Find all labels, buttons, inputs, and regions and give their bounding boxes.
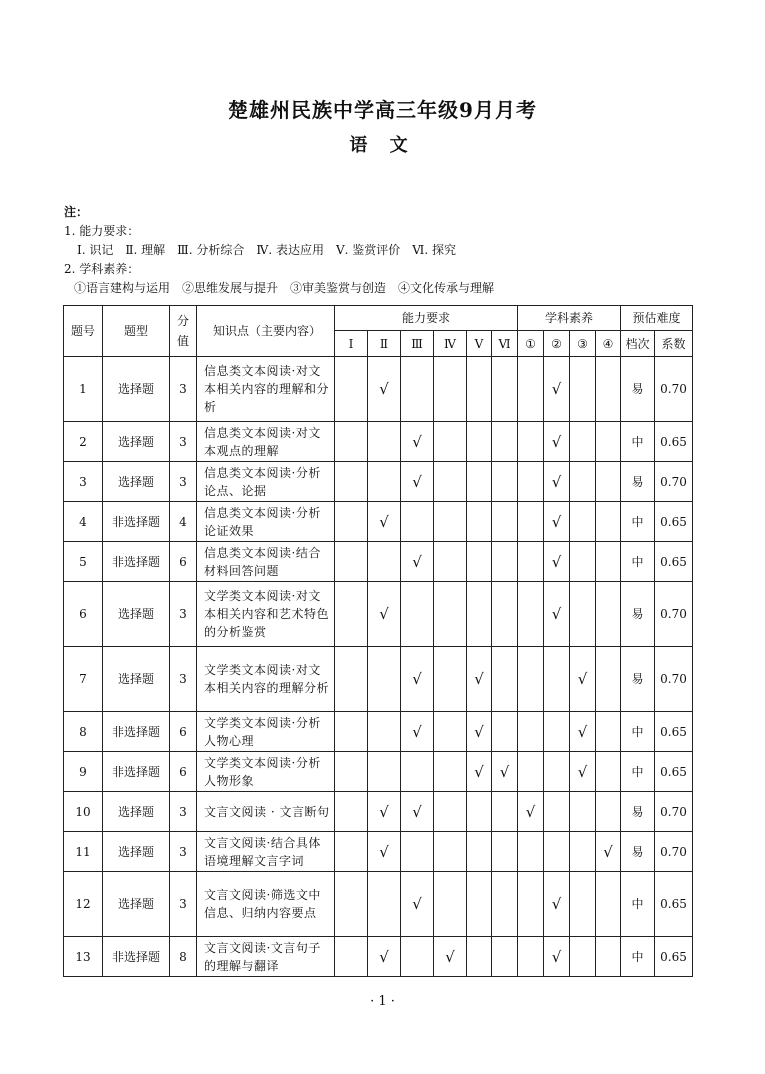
cell-level: 中: [621, 752, 655, 792]
cell-topic: 信息类文本阅读·对文本观点的理解: [197, 422, 335, 462]
table-row: [64, 872, 693, 937]
header-difficulty-coef: 系数: [655, 331, 693, 357]
ability-check-mark: √: [401, 542, 434, 582]
header-ability-col: Ⅳ: [434, 331, 467, 357]
header-difficulty: 预估难度: [621, 306, 693, 331]
ability-cell: [467, 832, 492, 872]
cell-num: 13: [64, 937, 103, 977]
ability-cell: [492, 502, 518, 542]
cell-topic: 文学类文本阅读·分析人物形象: [197, 752, 335, 792]
ability-cell: [434, 462, 467, 502]
cell-level: 易: [621, 462, 655, 502]
cell-score: 3: [170, 647, 197, 712]
cell-coef: 0.65: [655, 937, 693, 977]
cell-type: 选择题: [103, 462, 170, 502]
literacy-cell: [518, 832, 544, 872]
cell-type: 选择题: [103, 582, 170, 647]
cell-score: 3: [170, 872, 197, 937]
ability-legend-title: 1. 能力要求：: [64, 224, 140, 238]
ability-cell: [335, 647, 368, 712]
literacy-cell: [518, 542, 544, 582]
cell-type: 选择题: [103, 832, 170, 872]
cell-level: 中: [621, 712, 655, 752]
cell-num: 11: [64, 832, 103, 872]
cell-topic: 文学类文本阅读·对文本相关内容和艺术特色的分析鉴赏: [197, 582, 335, 647]
cell-level: 中: [621, 937, 655, 977]
ability-cell: [401, 582, 434, 647]
ability-check-mark: √: [368, 832, 401, 872]
cell-score: 6: [170, 752, 197, 792]
cell-type: 非选择题: [103, 937, 170, 977]
cell-num: 9: [64, 752, 103, 792]
ability-cell: [492, 832, 518, 872]
ability-cell: [335, 357, 368, 422]
cell-topic: 文学类文本阅读·分析人物心理: [197, 712, 335, 752]
cell-num: 5: [64, 542, 103, 582]
literacy-check-mark: √: [544, 582, 570, 647]
cell-type: 选择题: [103, 792, 170, 832]
literacy-check-mark: √: [544, 502, 570, 542]
ability-cell: [467, 462, 492, 502]
ability-check-mark: √: [368, 582, 401, 647]
literacy-cell: [544, 832, 570, 872]
cell-type: 非选择题: [103, 502, 170, 542]
ability-cell: [335, 752, 368, 792]
literacy-cell: [570, 462, 596, 502]
table-row: [64, 582, 693, 647]
header-ability-col: Ⅴ: [467, 331, 492, 357]
cell-coef: 0.65: [655, 872, 693, 937]
header-ability-col: Ⅰ: [335, 331, 368, 357]
ability-cell: [335, 422, 368, 462]
cell-topic: 文学类文本阅读·对文本相关内容的理解分析: [197, 647, 335, 712]
literacy-cell: [544, 647, 570, 712]
ability-cell: [434, 422, 467, 462]
header-ability: 能力要求: [335, 306, 518, 331]
literacy-check-mark: √: [570, 712, 596, 752]
cell-score: 8: [170, 937, 197, 977]
cell-coef: 0.65: [655, 502, 693, 542]
cell-coef: 0.70: [655, 647, 693, 712]
ability-check-mark: √: [401, 712, 434, 752]
literacy-check-mark: √: [570, 752, 596, 792]
header-literacy-col: ③: [570, 331, 596, 357]
literacy-cell: [596, 752, 621, 792]
cell-num: 12: [64, 872, 103, 937]
ability-cell: [434, 647, 467, 712]
cell-coef: 0.70: [655, 792, 693, 832]
cell-coef: 0.65: [655, 542, 693, 582]
cell-coef: 0.70: [655, 462, 693, 502]
ability-cell: [368, 542, 401, 582]
literacy-cell: [596, 647, 621, 712]
ability-check-mark: √: [467, 647, 492, 712]
cell-num: 8: [64, 712, 103, 752]
ability-check-mark: √: [401, 647, 434, 712]
header-difficulty-level: 档次: [621, 331, 655, 357]
literacy-cell: [596, 582, 621, 647]
literacy-cell: [518, 937, 544, 977]
literacy-cell: [596, 937, 621, 977]
literacy-cell: [570, 422, 596, 462]
cell-topic: 文言文阅读·结合具体语境理解文言字词: [197, 832, 335, 872]
literacy-cell: [544, 792, 570, 832]
ability-cell: [368, 462, 401, 502]
header-score: 分值: [170, 306, 197, 357]
ability-cell: [492, 712, 518, 752]
ability-cell: [368, 872, 401, 937]
literacy-check-mark: √: [544, 357, 570, 422]
ability-check-mark: √: [492, 752, 518, 792]
ability-cell: [492, 872, 518, 937]
cell-level: 易: [621, 357, 655, 422]
ability-cell: [335, 792, 368, 832]
ability-cell: [434, 872, 467, 937]
literacy-check-mark: √: [596, 832, 621, 872]
literacy-check-mark: √: [544, 462, 570, 502]
literacy-cell: [518, 462, 544, 502]
cell-num: 2: [64, 422, 103, 462]
cell-topic: 信息类文本阅读·对文本相关内容的理解和分析: [197, 357, 335, 422]
ability-check-mark: √: [401, 872, 434, 937]
cell-type: 非选择题: [103, 752, 170, 792]
literacy-cell: [570, 792, 596, 832]
cell-score: 3: [170, 582, 197, 647]
ability-cell: [434, 357, 467, 422]
literacy-cell: [596, 872, 621, 937]
literacy-cell: [570, 582, 596, 647]
literacy-cell: [570, 502, 596, 542]
header-ability-col: Ⅱ: [368, 331, 401, 357]
ability-cell: [467, 542, 492, 582]
ability-cell: [368, 712, 401, 752]
cell-coef: 0.70: [655, 582, 693, 647]
exam-analysis-table: [63, 305, 693, 977]
ability-cell: [335, 872, 368, 937]
literacy-cell: [518, 502, 544, 542]
cell-type: 选择题: [103, 357, 170, 422]
ability-cell: [401, 832, 434, 872]
table-body: [64, 357, 693, 977]
cell-topic: 文言文阅读·筛选文中信息、归纳内容要点: [197, 872, 335, 937]
ability-cell: [401, 937, 434, 977]
table-row: [64, 422, 693, 462]
literacy-cell: [596, 542, 621, 582]
literacy-check-mark: √: [570, 647, 596, 712]
ability-cell: [467, 872, 492, 937]
ability-cell: [434, 582, 467, 647]
ability-cell: [401, 357, 434, 422]
literacy-cell: [596, 792, 621, 832]
cell-score: 4: [170, 502, 197, 542]
ability-legend-items: Ⅰ. 识记 Ⅱ. 理解 Ⅲ. 分析综合 Ⅳ. 表达应用 Ⅴ. 鉴赏评价 Ⅵ. 探究: [77, 243, 456, 257]
literacy-cell: [518, 712, 544, 752]
ability-check-mark: √: [401, 422, 434, 462]
cell-level: 中: [621, 502, 655, 542]
literacy-cell: [570, 937, 596, 977]
literacy-check-mark: √: [544, 422, 570, 462]
cell-level: 中: [621, 872, 655, 937]
ability-check-mark: √: [368, 937, 401, 977]
ability-check-mark: √: [368, 502, 401, 542]
cell-topic: 文言文阅读·文言句子的理解与翻译: [197, 937, 335, 977]
ability-cell: [492, 582, 518, 647]
ability-cell: [401, 752, 434, 792]
header-literacy-col: ①: [518, 331, 544, 357]
ability-cell: [335, 542, 368, 582]
ability-cell: [434, 832, 467, 872]
ability-cell: [492, 422, 518, 462]
header-literacy-col: ④: [596, 331, 621, 357]
ability-cell: [467, 422, 492, 462]
cell-level: 中: [621, 542, 655, 582]
cell-coef: 0.70: [655, 832, 693, 872]
cell-score: 3: [170, 832, 197, 872]
cell-type: 选择题: [103, 422, 170, 462]
literacy-cell: [596, 462, 621, 502]
literacy-cell: [570, 542, 596, 582]
literacy-cell: [544, 712, 570, 752]
literacy-cell: [596, 712, 621, 752]
ability-cell: [492, 647, 518, 712]
table-row: [64, 542, 693, 582]
cell-coef: 0.65: [655, 422, 693, 462]
cell-num: 1: [64, 357, 103, 422]
literacy-cell: [518, 422, 544, 462]
literacy-cell: [570, 872, 596, 937]
cell-score: 3: [170, 462, 197, 502]
header-literacy-col: ②: [544, 331, 570, 357]
cell-score: 6: [170, 712, 197, 752]
table-row: [64, 792, 693, 832]
cell-score: 3: [170, 792, 197, 832]
header-ability-col: Ⅲ: [401, 331, 434, 357]
cell-level: 易: [621, 647, 655, 712]
cell-coef: 0.70: [655, 357, 693, 422]
table-row: [64, 832, 693, 872]
ability-check-mark: √: [401, 792, 434, 832]
ability-cell: [335, 937, 368, 977]
cell-num: 10: [64, 792, 103, 832]
cell-topic: 信息类文本阅读·分析论证效果: [197, 502, 335, 542]
ability-cell: [434, 752, 467, 792]
ability-cell: [368, 752, 401, 792]
cell-score: 3: [170, 422, 197, 462]
literacy-cell: [518, 872, 544, 937]
literacy-cell: [518, 582, 544, 647]
literacy-legend-items: ①语言建构与运用 ②思维发展与提升 ③审美鉴赏与创造 ④文化传承与理解: [74, 281, 495, 295]
ability-cell: [492, 937, 518, 977]
literacy-cell: [544, 752, 570, 792]
ability-cell: [467, 792, 492, 832]
cell-type: 非选择题: [103, 542, 170, 582]
subject-title: 语 文: [349, 135, 416, 156]
ability-check-mark: √: [434, 937, 467, 977]
literacy-check-mark: √: [544, 542, 570, 582]
cell-score: 3: [170, 357, 197, 422]
ability-check-mark: √: [467, 712, 492, 752]
table-row: [64, 647, 693, 712]
cell-coef: 0.65: [655, 712, 693, 752]
ability-check-mark: √: [401, 462, 434, 502]
cell-num: 3: [64, 462, 103, 502]
ability-cell: [467, 937, 492, 977]
header-num: 题号: [64, 306, 103, 357]
cell-type: 非选择题: [103, 712, 170, 752]
table-row: [64, 712, 693, 752]
literacy-check-mark: √: [518, 792, 544, 832]
page-title: 楚雄州民族中学高三年级9月月考: [228, 98, 537, 122]
literacy-cell: [518, 752, 544, 792]
ability-cell: [467, 502, 492, 542]
cell-type: 选择题: [103, 647, 170, 712]
ability-cell: [467, 357, 492, 422]
ability-cell: [492, 542, 518, 582]
cell-topic: 信息类文本阅读·分析论点、论据: [197, 462, 335, 502]
page-number: · 1 ·: [370, 994, 395, 1009]
ability-cell: [368, 647, 401, 712]
cell-num: 7: [64, 647, 103, 712]
literacy-cell: [518, 647, 544, 712]
ability-cell: [401, 502, 434, 542]
literacy-cell: [570, 357, 596, 422]
literacy-cell: [596, 357, 621, 422]
ability-cell: [492, 357, 518, 422]
ability-cell: [467, 582, 492, 647]
ability-check-mark: √: [368, 357, 401, 422]
ability-cell: [434, 542, 467, 582]
literacy-cell: [596, 502, 621, 542]
ability-check-mark: √: [467, 752, 492, 792]
literacy-cell: [518, 357, 544, 422]
cell-score: 6: [170, 542, 197, 582]
cell-num: 4: [64, 502, 103, 542]
cell-topic: 信息类文本阅读·结合材料回答问题: [197, 542, 335, 582]
ability-cell: [335, 502, 368, 542]
ability-cell: [335, 832, 368, 872]
cell-level: 易: [621, 792, 655, 832]
ability-cell: [434, 792, 467, 832]
literacy-check-mark: √: [544, 872, 570, 937]
table-row: [64, 752, 693, 792]
literacy-legend-title: 2. 学科素养：: [64, 262, 140, 276]
cell-level: 易: [621, 832, 655, 872]
notes-section: [64, 203, 494, 298]
header-knowledge: 知识点（主要内容）: [197, 306, 335, 357]
notes-heading: 注：: [64, 205, 89, 219]
header-type: 题型: [103, 306, 170, 357]
ability-cell: [492, 462, 518, 502]
literacy-check-mark: √: [544, 937, 570, 977]
literacy-cell: [596, 422, 621, 462]
ability-cell: [492, 792, 518, 832]
table-row: [64, 937, 693, 977]
header-ability-col: Ⅵ: [492, 331, 518, 357]
cell-type: 选择题: [103, 872, 170, 937]
cell-coef: 0.65: [655, 752, 693, 792]
table-row: [64, 357, 693, 422]
table-row: [64, 502, 693, 542]
cell-num: 6: [64, 582, 103, 647]
table-row: [64, 462, 693, 502]
cell-level: 中: [621, 422, 655, 462]
ability-cell: [335, 462, 368, 502]
cell-level: 易: [621, 582, 655, 647]
ability-cell: [434, 502, 467, 542]
ability-check-mark: √: [368, 792, 401, 832]
ability-cell: [368, 422, 401, 462]
ability-cell: [335, 712, 368, 752]
header-literacy: 学科素养: [518, 306, 621, 331]
ability-cell: [335, 582, 368, 647]
ability-cell: [434, 712, 467, 752]
literacy-cell: [570, 832, 596, 872]
cell-topic: 文言文阅读 · 文言断句: [197, 792, 335, 832]
